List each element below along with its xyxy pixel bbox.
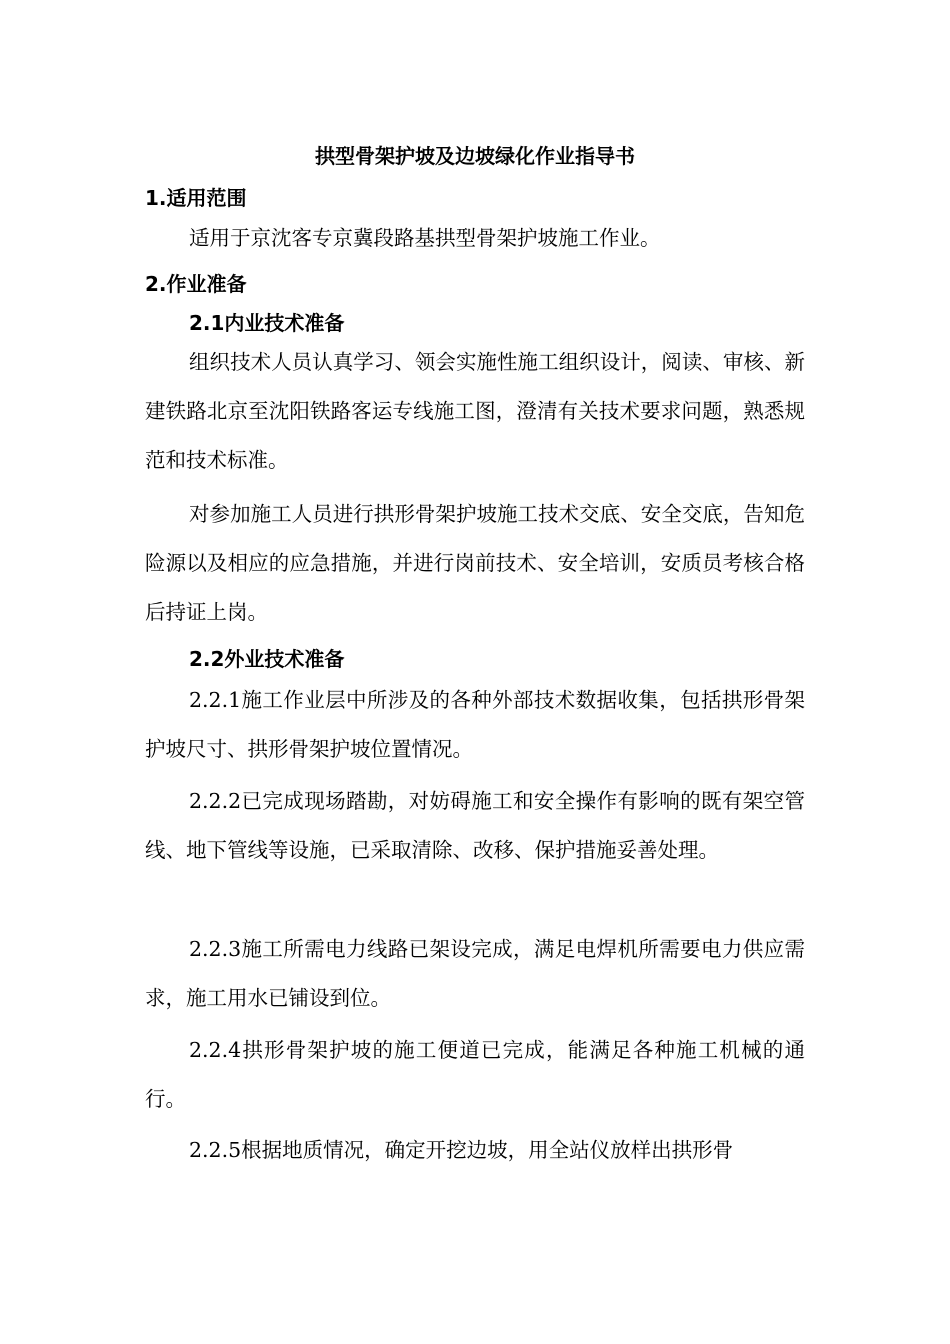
paragraph-external-prep-2: 2.2.2已完成现场踏勘，对妨碍施工和安全操作有影响的既有架空管线、地下管线等设施，已采取清除、改移、保护措施妥善处理。 [145, 789, 805, 862]
paragraph-scope: 适用于京沈客专京冀段路基拱型骨架护坡施工作业。 [189, 226, 661, 250]
paragraph-external-prep-4: 2.2.4拱形骨架护坡的施工便道已完成，能满足各种施工机械的通行。 [145, 1038, 805, 1111]
paragraph-external-prep-3: 2.2.3施工所需电力线路已架设完成，满足电焊机所需要电力供应需求，施工用水已铺设到位。 [145, 937, 805, 1010]
section-heading-scope: 1.适用范围 [145, 186, 247, 210]
paragraph-external-prep-1: 2.2.1施工作业层中所涉及的各种外部技术数据收集，包括拱形骨架护坡尺寸、拱形骨架护坡位置情况。 [145, 688, 805, 761]
paragraph-internal-prep-1: 组织技术人员认真学习、领会实施性施工组织设计，阅读、审核、新建铁路北京至沈阳铁路客运专线施工图，澄清有关技术要求问题，熟悉规范和技术标准。 [145, 350, 805, 472]
subsection-heading-internal-prep: 2.1内业技术准备 [189, 311, 345, 335]
subsection-heading-external-prep: 2.2外业技术准备 [189, 647, 345, 671]
paragraph-external-prep-5: 2.2.5根据地质情况，确定开挖边坡，用全站仪放样出拱形骨 [189, 1138, 734, 1162]
section-heading-preparation: 2.作业准备 [145, 272, 247, 296]
paragraph-internal-prep-2: 对参加施工人员进行拱形骨架护坡施工技术交底、安全交底，告知危险源以及相应的应急措施，并进行岗前技术、安全培训，安质员考核合格后持证上岗。 [145, 502, 805, 624]
document-title: 拱型骨架护坡及边坡绿化作业指导书 [315, 144, 635, 168]
